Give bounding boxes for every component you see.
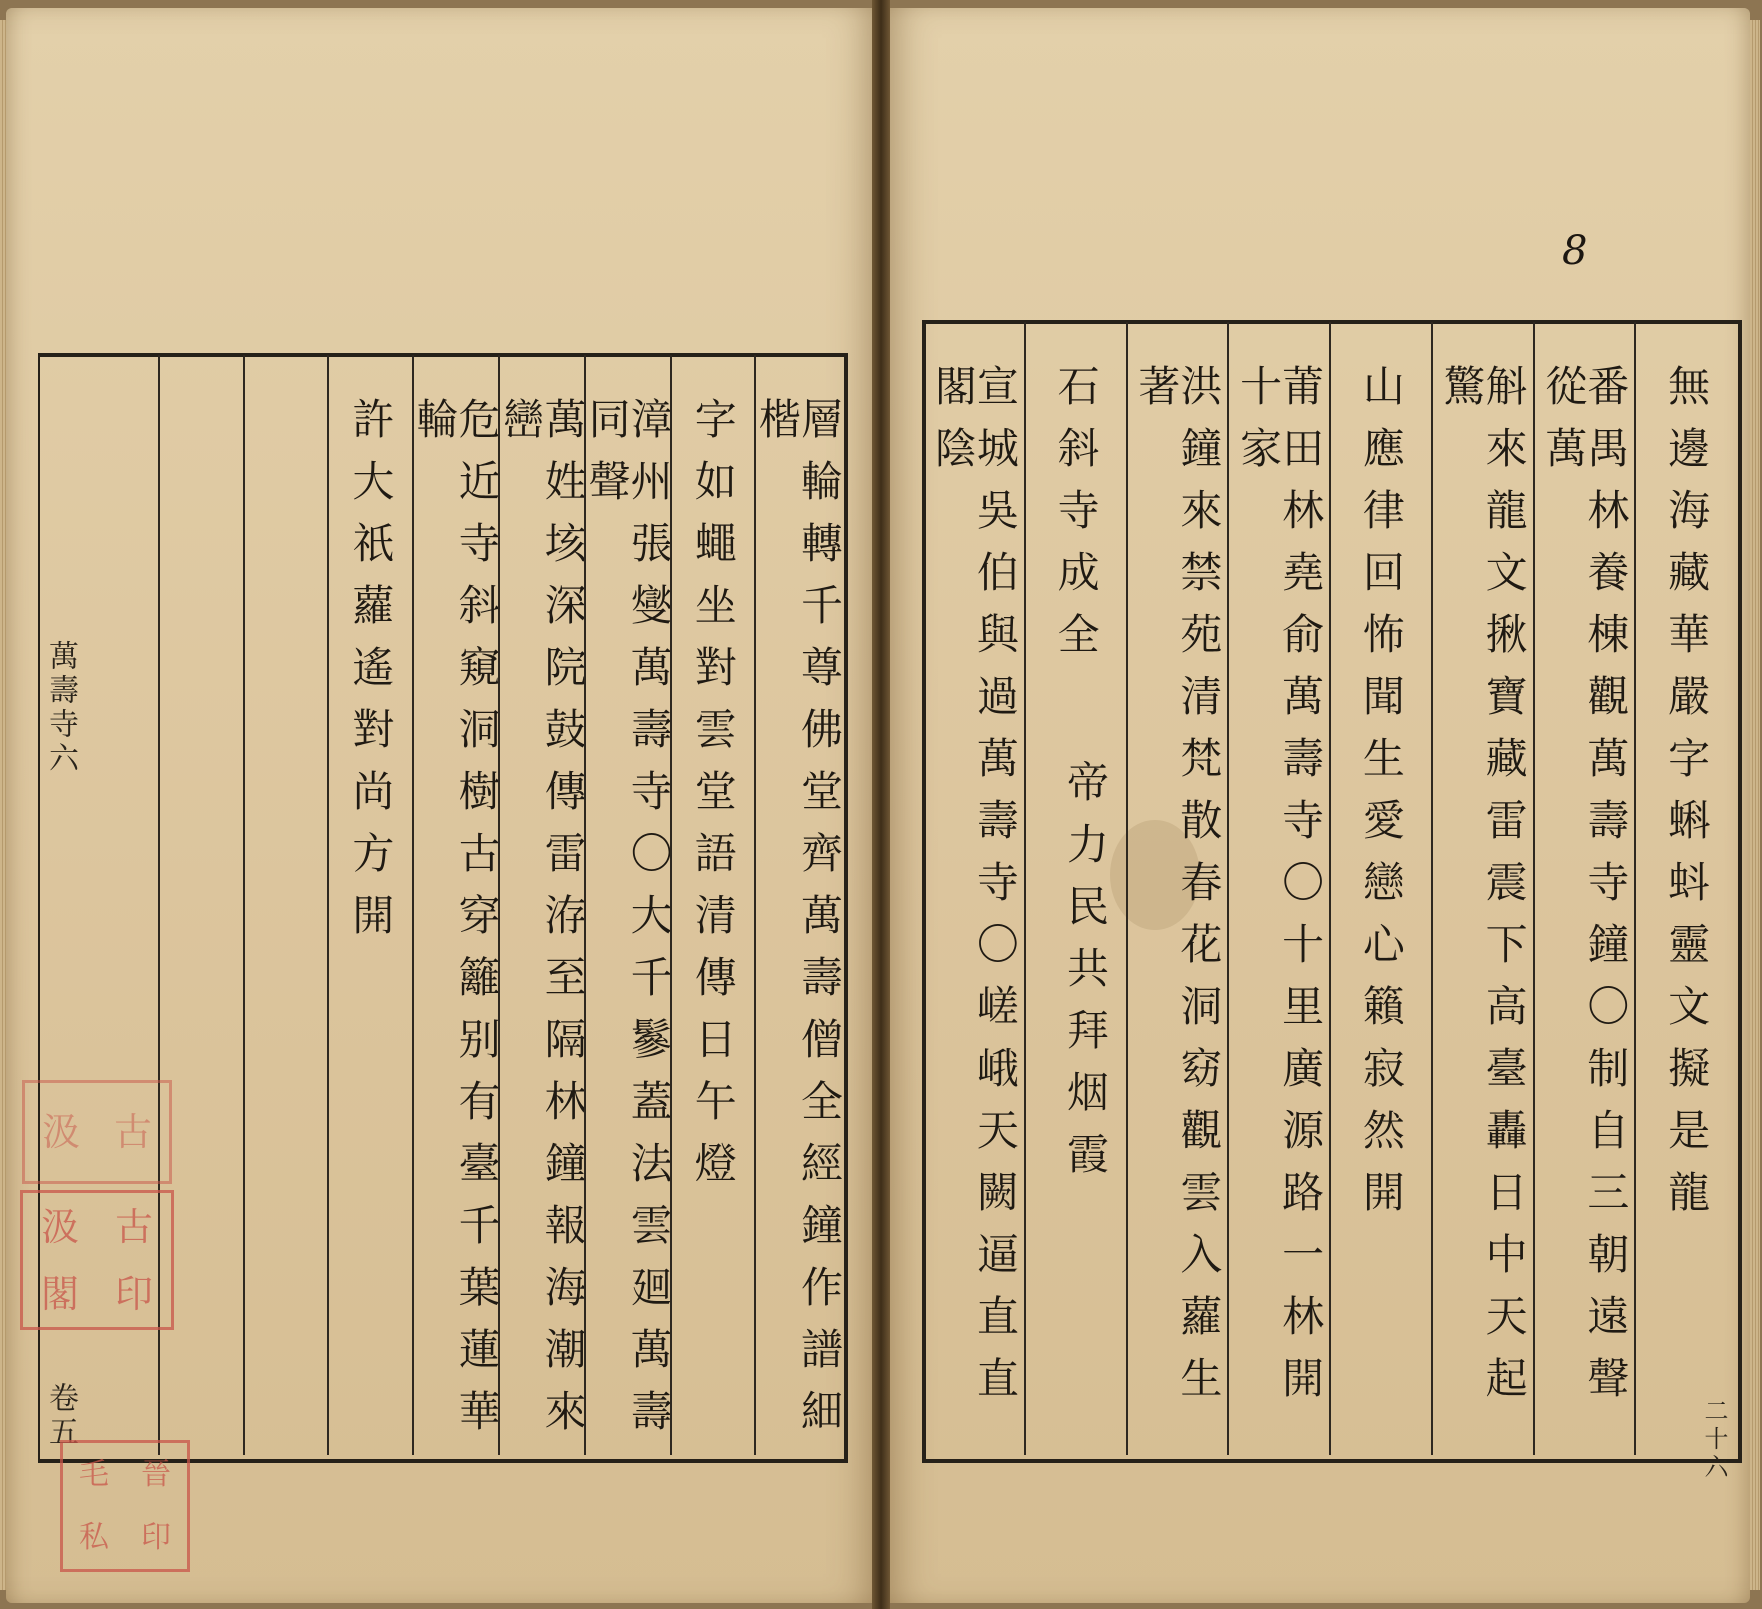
seal-char: 毛 [79, 1456, 109, 1492]
seal-char: 印 [114, 1271, 153, 1316]
text-column: 宣城吳伯與過萬壽寺〇嵯峨天闕逼直直閣陰 [928, 364, 1020, 1418]
text-column: 番禺林養棟觀萬壽寺鐘〇制自三朝遠聲從萬 [1533, 322, 1635, 1455]
block-heart-volume: 卷五 [43, 1382, 78, 1450]
seal-stamp [20, 1190, 174, 1330]
text-column: 斛來龍文揪寶藏雷震下高臺轟日中天起驚 [1431, 322, 1533, 1455]
text-column: 漳州張燮萬壽寺〇大千鬖蓋法雲廻萬壽同聲 [584, 355, 670, 1455]
seal-char: 汲 [40, 1204, 79, 1249]
seal-char: 私 [79, 1519, 109, 1555]
text-column: 萬姓垓深院鼓傳雷洊至隔林鐘報海潮來巒 [498, 355, 584, 1455]
lower-text-segment: 帝力民共拜烟霞 [1061, 760, 1110, 1194]
text-column: 洪鐘來禁苑清梵散春花洞窈觀雲入蘿生著 [1126, 322, 1228, 1455]
seal-char: 晉 [141, 1456, 171, 1492]
seal-stamp [60, 1440, 190, 1572]
text-column: 危近寺斜窺洞樹古穿籬别有臺千葉蓮華輪 [412, 355, 498, 1455]
book-gutter [872, 0, 890, 1609]
seal-char: 古 [114, 1204, 153, 1249]
seal-char: 古 [113, 1110, 152, 1154]
seal-stamp [22, 1080, 172, 1184]
text-column: 莆田林堯俞萬壽寺〇十里廣源路一林開十家 [1227, 322, 1329, 1455]
text-column: 許大祇蘿遙對尚方開 [327, 355, 411, 1455]
seal-char: 閣 [40, 1271, 79, 1316]
left-columns [76, 355, 844, 1455]
right-page-edge [1750, 20, 1760, 1590]
right-columns [924, 322, 1736, 1455]
seal-char: 印 [141, 1519, 171, 1555]
text-column: 山應律回怖聞生愛戀心籟寂然開 [1329, 322, 1431, 1455]
text-column: 無邊海藏華嚴字蝌蚪靈文擬是龍 [1634, 322, 1736, 1455]
text-column: 石斜寺成全 [1024, 322, 1126, 1455]
handwritten-mark: 8 [1562, 228, 1588, 274]
text-column: 字如蠅坐對雲堂語清傳日午燈 [670, 355, 754, 1455]
page-number: 二十六 [1700, 1398, 1728, 1482]
empty-column [243, 355, 327, 1455]
block-heart-title: 萬壽寺六 [43, 640, 78, 776]
text-column: 層輪轉千尊佛堂齊萬壽僧全經鐘作譜細楷 [754, 355, 840, 1455]
seal-char: 汲 [41, 1110, 80, 1154]
